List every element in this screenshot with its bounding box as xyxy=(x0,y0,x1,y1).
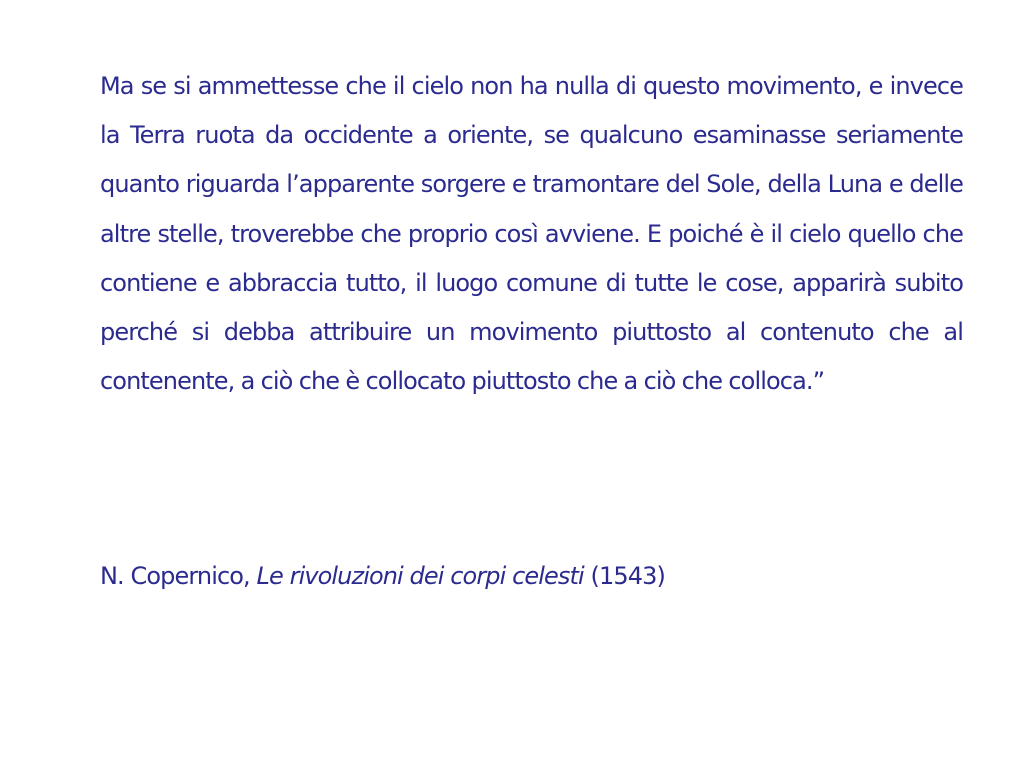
citation-author: N. Copernico, xyxy=(100,562,250,590)
citation-work-title: Le rivoluzioni dei corpi celesti xyxy=(256,562,584,590)
citation-year: (1543) xyxy=(590,562,665,590)
citation xyxy=(100,552,665,601)
quote-text: Ma se si ammettesse che il cielo non ha nulla di questo movimento, e invece la Terra ruota da occidente a oriente, se qualcuno esaminasse seriamente quanto riguarda l’apparente sorgere e tramontare del Sole, della Luna e delle altre stelle, troverebbe che proprio così avviene. E poiché è il cielo quello che contiene e abbraccia tutto, il luogo comune di tutte le cose, apparirà subito perché si debba attribuire un movimento piuttosto al contenuto che al contenente, a ciò che è collocato piuttosto che a ciò che colloca.” xyxy=(100,72,963,396)
